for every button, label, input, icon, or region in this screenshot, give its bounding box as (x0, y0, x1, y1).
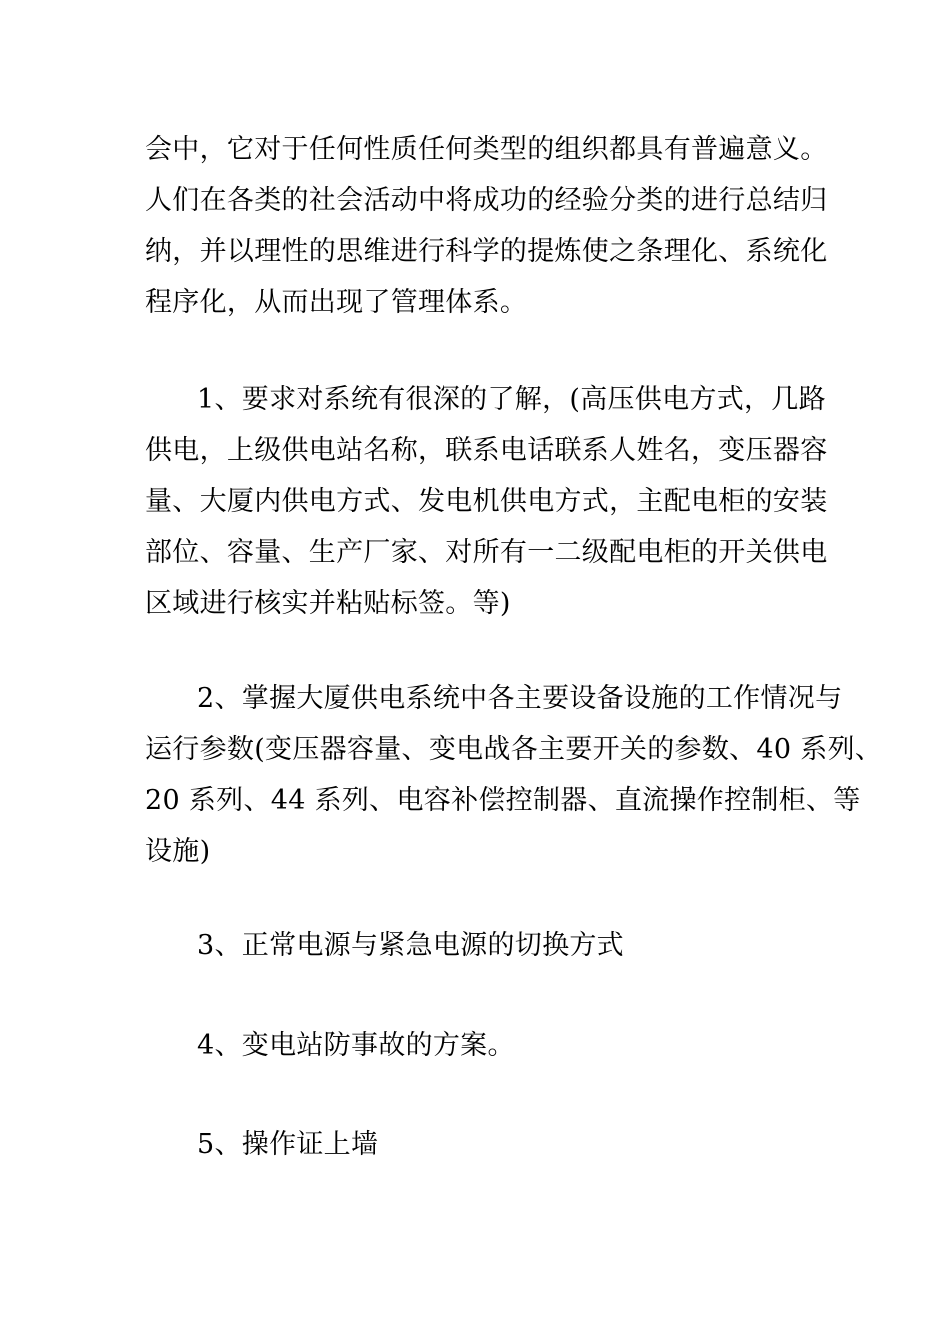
paragraph-line: 20 系列、44 系列、电容补偿控制器、直流操作控制柜、等 (145, 785, 861, 816)
paragraph-line: 人们在各类的社会活动中将成功的经验分类的进行总结归 (145, 185, 828, 216)
paragraph-intro (145, 124, 845, 328)
paragraph-line: 运行参数(变压器容量、变电战各主要开关的参数、40 系列、 (145, 734, 883, 765)
list-item-3 (145, 920, 845, 971)
list-item-1 (145, 374, 845, 629)
list-item-2 (145, 673, 883, 877)
paragraph-line: 4、变电站防事故的方案。 (197, 1030, 515, 1061)
paragraph-line: 纳，并以理性的思维进行科学的提炼使之条理化、系统化 (145, 236, 828, 267)
paragraph-line: 部位、容量、生产厂家、对所有一二级配电柜的开关供电 (145, 537, 828, 568)
paragraph-line: 程序化，从而出现了管理体系。 (145, 287, 528, 318)
paragraph-line: 5、操作证上墙 (197, 1129, 379, 1160)
paragraph-line: 区域进行核实并粘贴标签。等) (145, 588, 511, 619)
paragraph-line: 供电，上级供电站名称，联系电话联系人姓名，变压器容 (145, 435, 828, 466)
list-item-5 (145, 1119, 845, 1170)
paragraph-line: 会中，它对于任何性质任何类型的组织都具有普遍意义。 (145, 134, 828, 165)
paragraph-line: 2、掌握大厦供电系统中各主要设备设施的工作情况与 (197, 683, 843, 714)
paragraph-line: 设施) (145, 836, 211, 867)
paragraph-line: 3、正常电源与紧急电源的切换方式 (197, 930, 624, 961)
list-item-4 (145, 1020, 845, 1071)
paragraph-line: 量、大厦内供电方式、发电机供电方式，主配电柜的安装 (145, 486, 828, 517)
paragraph-line: 1、要求对系统有很深的了解，(高压供电方式，几路 (197, 384, 826, 415)
